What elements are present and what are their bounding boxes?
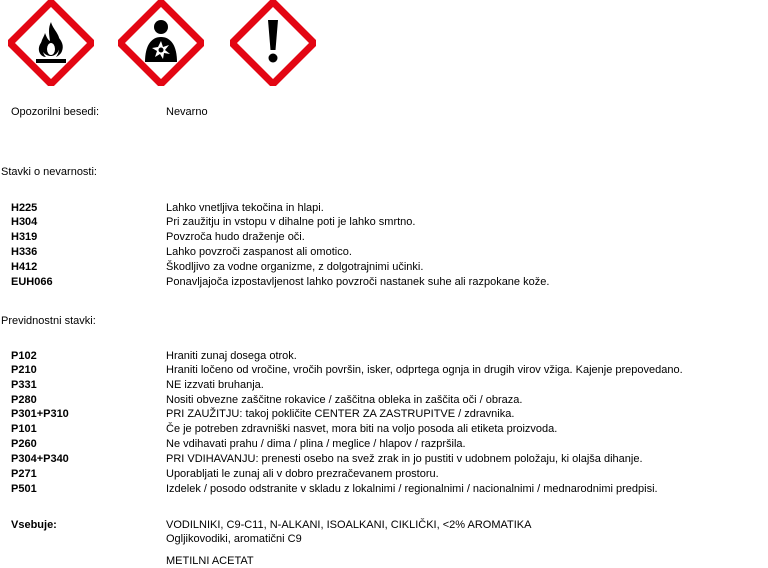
precautionary-code: P304+P340 [11,453,69,465]
hazard-code: EUH066 [11,276,53,288]
contains-line: METILNI ACETAT [166,555,254,567]
precautionary-code: P301+P310 [11,408,69,420]
flame-pictogram [8,0,94,86]
precautionary-code: P101 [11,423,37,435]
hazard-text: Pri zaužitju in vstopu v dihalne poti je lahko smrtno. [166,216,416,228]
precautionary-text: Nositi obvezne zaščitne rokavice / zaščitna obleka in zaščita oči / obraza. [166,394,523,406]
contains-line: Ogljikovodiki, aromatični C9 [166,533,302,545]
precautionary-text: Uporabljati le zunaj ali v dobro prezračevanem prostoru. [166,468,439,480]
flame-icon [8,0,94,86]
signal-word-value: Nevarno [166,106,208,118]
hazard-code: H319 [11,231,38,243]
precautionary-code: P210 [11,364,37,376]
hazard-statements-heading: Stavki o nevarnosti: [1,166,97,178]
precautionary-text: Ne vdihavati prahu / dima / plina / meglice / hlapov / razpršila. [166,438,466,450]
precautionary-text: PRI ZAUŽITJU: takoj pokličite CENTER ZA ZASTRUPITVE / zdravnika. [166,408,515,420]
precautionary-text: Izdelek / posodo odstranite v skladu z lokalnimi / regionalnimi / nacionalnimi / mednarodnimi predpisi. [166,483,658,495]
precautionary-text: PRI VDIHAVANJU: prenesti osebo na svež zrak in jo pustiti v udobnem položaju, ki olajša dihanje. [166,453,643,465]
hazard-text: Škodljivo za vodne organizme, z dolgotrajnimi učinki. [166,261,424,273]
precautionary-text: Hraniti zunaj dosega otrok. [166,350,297,362]
health-hazard-icon [118,0,204,86]
precautionary-code: P280 [11,394,37,406]
health-hazard-pictogram [118,0,204,86]
contains-label: Vsebuje: [11,519,57,531]
exclamation-pictogram [230,0,316,86]
hazard-text: Ponavljajoča izpostavljenost lahko povzroči nastanek suhe ali razpokane kože. [166,276,550,288]
hazard-text: Lahko vnetljiva tekočina in hlapi. [166,202,324,214]
precautionary-statements-heading: Previdnostni stavki: [1,315,96,327]
hazard-text: Povzroča hudo draženje oči. [166,231,305,243]
precautionary-text: Če je potreben zdravniški nasvet, mora biti na voljo posoda ali etiketa proizvoda. [166,423,558,435]
precautionary-code: P260 [11,438,37,450]
ghs-pictograms [0,0,768,90]
precautionary-code: P271 [11,468,37,480]
exclamation-mark-icon [230,0,316,86]
precautionary-code: P501 [11,483,37,495]
signal-word-label: Opozorilni besedi: [11,106,100,118]
contains-line: VODILNIKI, C9-C11, N-ALKANI, ISOALKANI, CIKLIČKI, <2% AROMATIKA [166,519,532,531]
precautionary-text: NE izzvati bruhanja. [166,379,264,391]
hazard-text: Lahko povzroči zaspanost ali omotico. [166,246,352,258]
hazard-code: H412 [11,261,38,273]
hazard-code: H336 [11,246,38,258]
precautionary-code: P102 [11,350,37,362]
precautionary-text: Hraniti ločeno od vročine, vročih površin, isker, odprtega ognja in drugih virov vžiga. Kajenje prepovedano. [166,364,683,376]
hazard-code: H304 [11,216,38,228]
hazard-code: H225 [11,202,38,214]
precautionary-code: P331 [11,379,37,391]
